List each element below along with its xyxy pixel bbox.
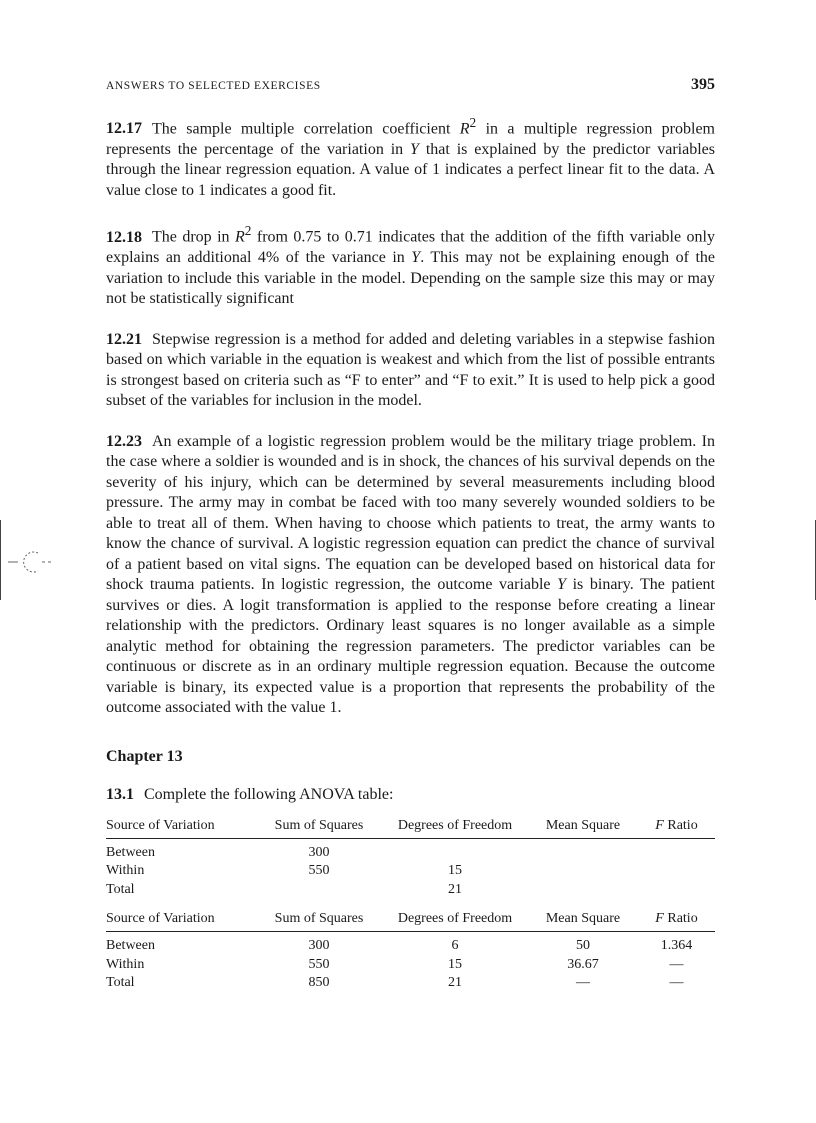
anova-table-completed — [106, 911, 715, 993]
exercise-12-23: 12.23 An example of a logistic regression problem would be the military triage problem. In the case where a soldier is wounded and is in shock, the chances of his survival depends on the severity of his injury, which can be determined by several measurements including blood pressure. The army may in combat be faced with too many severely wounded soldiers to be able to treat all of them. When having to choose which patients to treat, the army wants to know the chance of survival. A logistic regression equation can predict the chance of survival of a patient based on vital signs. The equation can be developed based on historical data for shock trauma patients. In logistic regression, the outcome variable Y is binary. The patient survives or dies. A logit transformation is applied to the response before creating a linear relationship with the predictors. Ordinary least squares is no longer available as a simple analytic method for obtaining the regression parameters. The predictor variables can be continuous or discrete as in an ordinary multiple regression equation. Because the outcome variable is binary, its expected value is a proportion that represents the probability of the outcome associated with the value 1. — [106, 432, 715, 717]
exercise-12-17: 12.17 The sample multiple correlation coefficient $R^2$ in a multiple regression problem represents the percentage of the variation in Y that is explained by the predictor variables through the linear regression equation. A value of 1 indicates a perfect linear fit to the data. A value close to 1 indicates a good fit. — [106, 115, 716, 199]
table-row: Between 300 — [106, 844, 330, 860]
table-header-row — [106, 911, 715, 932]
col-source: Source of Variation — [106, 911, 256, 932]
table-header-row — [106, 818, 715, 839]
table-row: Total 21 — [106, 881, 462, 897]
anova-table-incomplete — [106, 818, 715, 900]
col-mean-square: Mean Square — [528, 818, 638, 839]
table-row: Total 850 21 — — — [106, 975, 684, 991]
table-row: Within 550 15 — [106, 863, 462, 879]
exercise-number: 12.23 — [106, 432, 142, 450]
col-sum-of-squares: Sum of Squares — [256, 911, 382, 932]
col-f-ratio: F Ratio — [638, 818, 715, 839]
exercise-12-21: 12.21 Stepwise regression is a method for added and deleting variables in a stepwise fashion based on which variable in the equation is weakest and which from the list of possible entrants is strongest based on criteria such as “F to enter” and “F to exit.” It is used to help pick a good subset of the variables for inclusion in the model. — [106, 330, 715, 410]
col-sum-of-squares: Sum of Squares — [256, 818, 382, 839]
col-source: Source of Variation — [106, 818, 256, 839]
table-row: Within 550 15 36.67 — — [106, 956, 684, 972]
exercise-13-1: 13.1 Complete the following ANOVA table: — [106, 785, 394, 803]
exercise-number: 12.21 — [106, 330, 142, 348]
running-header — [106, 76, 715, 94]
col-f-ratio: F Ratio — [638, 911, 715, 932]
running-head-title: ANSWERS TO SELECTED EXERCISES — [106, 80, 321, 92]
crop-mark-icon — [8, 549, 52, 575]
exercise-number: 12.18 — [106, 228, 142, 246]
col-mean-square: Mean Square — [528, 911, 638, 932]
left-margin-line — [0, 520, 1, 600]
page-number: 395 — [691, 76, 715, 93]
exercise-number: 12.17 — [106, 120, 142, 138]
exercise-12-18: 12.18 The drop in $R^2$ from 0.75 to 0.71 indicates that the addition of the fifth variable only explains an additional 4% of the variance in Y. This may not be explaining enough of the variation to include this variable in the model. Depending on the sample size this may or may not be statistically significant — [106, 223, 715, 308]
exercise-number: 13.1 — [106, 785, 134, 803]
table-row: Between 300 6 50 1.364 — [106, 938, 693, 954]
chapter-title: Chapter 13 — [106, 747, 183, 765]
col-degrees-of-freedom: Degrees of Freedom — [382, 818, 528, 839]
col-degrees-of-freedom: Degrees of Freedom — [382, 911, 528, 932]
page-content — [106, 113, 715, 1005]
